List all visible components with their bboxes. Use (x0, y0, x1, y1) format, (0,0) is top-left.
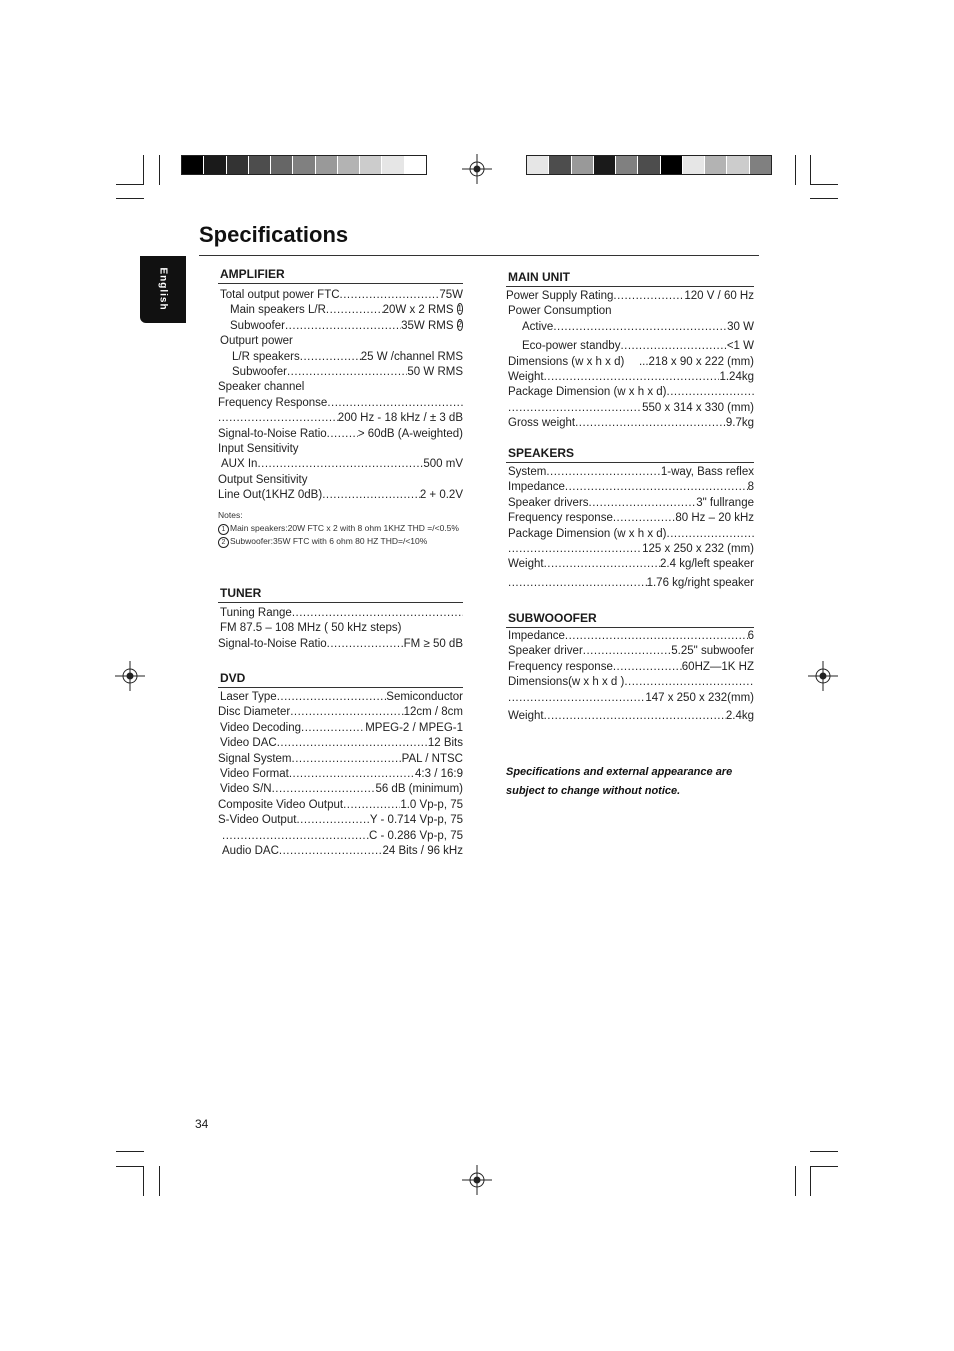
dot-leader (279, 844, 383, 859)
spec-label: Speaker drivers (508, 496, 589, 509)
spec-row (218, 829, 463, 844)
spec-label: Weight (508, 709, 544, 722)
color-swatch (382, 156, 404, 174)
spec-row (218, 350, 463, 365)
spec-row (218, 690, 463, 705)
dvd-section (218, 671, 463, 859)
footnote-marker: 2 (457, 319, 462, 329)
spec-value: 9.7kg (725, 417, 754, 430)
color-swatch (705, 156, 727, 174)
registration-mark-icon (115, 661, 145, 691)
spec-row (218, 288, 463, 303)
spec-row (506, 320, 754, 335)
spec-label: Speaker channel (218, 381, 305, 394)
spec-label: Line Out(1KHZ 0dB) (218, 489, 323, 502)
spec-label: Weight (508, 370, 544, 383)
spec-row (506, 465, 754, 480)
color-swatch (338, 156, 360, 174)
spec-label: Frequency response (508, 660, 613, 673)
spec-label: Signal-to-Noise Ratio (218, 427, 327, 440)
spec-label: Impedance (508, 630, 565, 642)
dot-leader (508, 401, 642, 416)
spec-row (218, 637, 463, 652)
color-calibration-bar-right (526, 155, 772, 175)
dot-leader (307, 473, 463, 488)
dot-leader (589, 496, 697, 511)
amplifier-notes (218, 509, 463, 548)
color-swatch (360, 156, 382, 174)
dot-leader (285, 319, 401, 334)
color-calibration-bar-left (181, 155, 427, 175)
spec-label: Frequency Response (218, 396, 328, 409)
dot-leader (327, 396, 463, 411)
spec-row (506, 542, 754, 557)
spec-value: 1.24kg (719, 370, 754, 383)
section-heading: SUBWOOOFER (506, 611, 754, 628)
crop-mark (810, 198, 838, 199)
registration-mark-icon (462, 154, 492, 184)
dot-leader (575, 416, 726, 431)
spec-row (218, 767, 463, 782)
spec-value: 30 W (727, 320, 754, 333)
speakers-section (506, 446, 754, 591)
spec-value: 56 dB (minimum) (375, 783, 463, 796)
spec-row (218, 705, 463, 720)
dot-leader (508, 542, 642, 557)
spec-value: MPEG-2 / MPEG-1 (365, 721, 463, 734)
color-swatch (405, 156, 426, 174)
color-swatch (572, 156, 594, 174)
spec-row (218, 411, 463, 426)
dot-leader (565, 480, 748, 495)
spec-row (218, 621, 463, 636)
spec-label: Active (522, 320, 554, 333)
spec-value: Y - 0.714 Vp-p, 75 (369, 814, 463, 827)
color-swatch (638, 156, 660, 174)
spec-row (506, 289, 754, 304)
dot-leader (292, 606, 463, 621)
spec-row (506, 576, 754, 591)
dot-leader (300, 350, 361, 365)
crop-mark (810, 184, 838, 185)
spec-row (506, 511, 754, 526)
crop-mark (810, 1166, 811, 1196)
note-2: 2 Subwoofer:35W FTC with 6 ohm 80 HZ THD=/<10% (218, 535, 463, 548)
spec-label: Video Format (220, 767, 289, 780)
section-heading: TUNER (218, 586, 463, 603)
spec-row (218, 365, 463, 380)
spec-value: 147 x 250 x 232(mm) (645, 691, 754, 704)
spec-row (218, 334, 463, 349)
dot-leader (620, 339, 726, 354)
spec-value: Semiconductor (386, 691, 463, 703)
spec-label: Signal System (218, 752, 292, 765)
spec-value: FM ≥ 50 dB (403, 637, 463, 650)
spec-value: 50 W RMS (407, 365, 463, 378)
spec-label: Power Supply Rating (506, 290, 614, 302)
dot-leader (667, 527, 754, 542)
spec-value: 12cm / 8cm (403, 706, 463, 719)
dot-leader (322, 488, 420, 503)
spec-label: Subwoofer (230, 319, 285, 332)
spec-row (506, 480, 754, 495)
spec-value: 120 V / 60 Hz (684, 290, 754, 302)
spec-label: Disc Diameter (218, 706, 291, 719)
dot-leader (544, 557, 660, 572)
spec-row (506, 629, 754, 644)
spec-label: Dimensions(w x h x d ) (508, 676, 625, 689)
color-swatch (683, 156, 705, 174)
spec-row (506, 709, 754, 724)
spec-label: Gross weight (508, 417, 576, 430)
section-heading: MAIN UNIT (506, 270, 754, 287)
spec-value: 550 x 314 x 330 (mm) (642, 401, 754, 414)
crop-mark (795, 1166, 796, 1196)
spec-label: Package Dimension (w x h x d) (508, 527, 667, 540)
spec-label: Input Sensitivity (218, 442, 299, 455)
amplifier-section (218, 267, 463, 548)
main-unit-section (506, 270, 754, 432)
spec-value: 5.25" subwoofer (671, 645, 754, 658)
spec-row (506, 355, 754, 370)
crop-mark (810, 1151, 838, 1152)
dot-leader (299, 442, 463, 457)
spec-row (218, 442, 463, 457)
spec-row (506, 385, 754, 400)
spec-value: 125 x 250 x 232 (mm) (642, 542, 754, 555)
spec-row (218, 798, 463, 813)
dot-leader (612, 304, 754, 319)
crop-mark (810, 1166, 838, 1167)
language-tab-label: English (157, 267, 169, 311)
crop-mark (116, 198, 144, 199)
spec-label: Outpurt power (220, 335, 293, 348)
spec-label: Signal-to-Noise Ratio (218, 637, 327, 650)
spec-value: ...218 x 90 x 222 (mm) (638, 355, 754, 368)
spec-row (506, 691, 754, 706)
dot-leader (624, 355, 639, 370)
tuner-section (218, 586, 463, 652)
section-heading: AMPLIFIER (218, 267, 463, 284)
spec-value: 8 (747, 481, 754, 494)
color-swatch (204, 156, 226, 174)
color-swatch (293, 156, 315, 174)
spec-value: 4:3 / 16:9 (415, 767, 463, 780)
dot-leader (304, 380, 463, 395)
spec-value: 2 + 0.2V (419, 489, 463, 502)
spec-row (218, 457, 463, 472)
color-swatch (594, 156, 616, 174)
color-swatch (727, 156, 749, 174)
crop-mark (159, 1166, 160, 1196)
spec-value: 1.76 kg/right speaker (646, 576, 754, 589)
dot-leader (272, 782, 376, 797)
color-swatch (182, 156, 204, 174)
dot-leader (277, 736, 428, 751)
spec-row (506, 416, 754, 431)
crop-mark (143, 155, 144, 185)
dot-leader (289, 767, 415, 782)
crop-mark (116, 184, 144, 185)
spec-value: 2.4kg (725, 709, 754, 722)
registration-mark-icon (808, 661, 838, 691)
crop-mark (159, 155, 160, 185)
spec-value: 80 Hz – 20 kHz (675, 512, 754, 525)
spec-value: 35W RMS (401, 319, 454, 332)
spec-value: 25 W /channel RMS (360, 350, 463, 363)
section-heading: SPEAKERS (506, 446, 754, 463)
spec-label: Audio DAC (222, 844, 279, 857)
color-swatch (661, 156, 683, 174)
disclaimer-text: Specifications and external appearance are subject to change without notice. (506, 766, 733, 797)
spec-value: 60HZ—1K HZ (681, 660, 754, 673)
color-swatch (271, 156, 293, 174)
crop-mark (143, 1166, 144, 1196)
spec-label: Frequency response (508, 512, 613, 525)
color-swatch (616, 156, 638, 174)
spec-label: Impedance (508, 481, 565, 494)
spec-label: Main speakers L/R (230, 304, 326, 317)
spec-row (218, 606, 463, 621)
crop-mark (795, 155, 796, 185)
dot-leader (553, 320, 727, 335)
dot-leader (218, 411, 338, 426)
subwoofer-section (506, 611, 754, 724)
spec-row (218, 380, 463, 395)
page-title: Specifications (199, 222, 349, 247)
dot-leader (544, 709, 726, 724)
spec-row (506, 660, 754, 675)
spec-value: 75W (439, 289, 463, 301)
crop-mark (116, 1151, 144, 1152)
spec-row (506, 496, 754, 511)
spec-value: C - 0.286 Vp-p, 75 (369, 829, 463, 842)
spec-row (218, 736, 463, 751)
spec-row (218, 473, 463, 488)
spec-row (218, 303, 463, 318)
dot-leader (292, 752, 402, 767)
spec-label: Output Sensitivity (218, 473, 308, 486)
spec-label: Video S/N (220, 783, 272, 796)
dot-leader (301, 721, 365, 736)
language-tab (140, 256, 186, 323)
crop-mark (810, 155, 811, 185)
spec-label: Weight (508, 558, 544, 571)
dot-leader (293, 334, 463, 349)
note-1: 1 Main speakers:20W FTC x 2 with 8 ohm 1KHZ THD =/<0.5% (218, 522, 463, 535)
spec-label: Eco-power standby (522, 340, 621, 353)
color-swatch (549, 156, 571, 174)
spec-row (506, 675, 754, 690)
spec-row (218, 488, 463, 503)
dot-leader (326, 303, 383, 318)
color-swatch (249, 156, 271, 174)
spec-label: Package Dimension (w x h x d) (508, 386, 667, 399)
spec-label: Laser Type (220, 691, 277, 703)
spec-row (506, 339, 754, 354)
spec-label: Tuning Range (220, 607, 292, 619)
spec-value: 2.4 kg/left speaker (660, 558, 754, 571)
dot-leader (343, 798, 400, 813)
spec-value: 500 mV (423, 458, 463, 471)
spec-row (506, 557, 754, 572)
spec-value: 200 Hz - 18 kHz / ± 3 dB (337, 412, 463, 425)
color-swatch (527, 156, 549, 174)
spec-row (506, 527, 754, 542)
dot-leader (544, 370, 720, 385)
color-swatch (750, 156, 771, 174)
dot-leader (290, 705, 403, 720)
spec-label: S-Video Output (218, 814, 297, 827)
spec-value: FM 87.5 – 108 MHz ( 50 kHz steps) (220, 622, 402, 635)
spec-row (506, 370, 754, 385)
spec-row (218, 782, 463, 797)
page-number: 34 (195, 1117, 209, 1131)
spec-value: 1.0 Vp-p, 75 (400, 798, 463, 811)
dot-leader (257, 457, 423, 472)
color-swatch (227, 156, 249, 174)
spec-label: Subwoofer (232, 365, 287, 378)
spec-value: 1-way, Bass reflex (660, 466, 754, 478)
spec-value: 6 (747, 630, 754, 642)
spec-label: Power Consumption (508, 305, 612, 318)
dot-leader (667, 385, 754, 400)
dot-leader (613, 511, 676, 526)
dot-leader (277, 690, 387, 705)
spec-label: Speaker driver (508, 645, 583, 658)
dot-leader (546, 465, 661, 480)
spec-row (506, 304, 754, 319)
spec-value: PAL / NTSC (401, 752, 463, 765)
spec-label: Total output power FTC (220, 289, 340, 301)
section-heading: DVD (218, 671, 463, 688)
color-swatch (316, 156, 338, 174)
spec-row (218, 844, 463, 859)
dot-leader (508, 576, 647, 591)
spec-value: <1 W (726, 340, 754, 353)
spec-value: 12 Bits (427, 737, 463, 750)
spec-value: > 60dB (A-weighted) (357, 427, 463, 440)
spec-label: Composite Video Output (218, 798, 344, 811)
spec-label: AUX In (221, 458, 258, 471)
dot-leader (340, 288, 440, 303)
spec-label: System (508, 466, 547, 478)
dot-leader (583, 644, 671, 659)
dot-leader (222, 829, 369, 844)
dot-leader (508, 691, 645, 706)
dot-leader (565, 629, 748, 644)
registration-mark-icon (462, 1165, 492, 1195)
crop-mark (116, 1166, 144, 1167)
spec-row (506, 401, 754, 416)
dot-leader (327, 637, 404, 652)
dot-leader (296, 813, 369, 828)
spec-row (218, 396, 463, 411)
spec-label: Dimensions (w x h x d) (508, 355, 625, 368)
spec-label: Video Decoding (220, 721, 301, 734)
spec-row (218, 752, 463, 767)
dot-leader (327, 427, 358, 442)
title-rule (199, 255, 759, 256)
dot-leader (613, 289, 684, 304)
spec-row (218, 721, 463, 736)
spec-value: 24 Bits / 96 kHz (382, 844, 463, 857)
notes-label: Notes: (218, 510, 243, 521)
spec-row (506, 644, 754, 659)
spec-label: Video DAC (220, 737, 277, 750)
dot-leader (624, 675, 754, 690)
dot-leader (287, 365, 407, 380)
spec-row (218, 319, 463, 334)
spec-value: 20W x 2 RMS (382, 304, 454, 317)
spec-row (218, 427, 463, 442)
spec-value: 3" fullrange (696, 496, 754, 509)
spec-row (218, 813, 463, 828)
spec-label: L/R speakers (232, 350, 300, 363)
dot-leader (613, 660, 682, 675)
footnote-marker: 1 (457, 304, 462, 314)
